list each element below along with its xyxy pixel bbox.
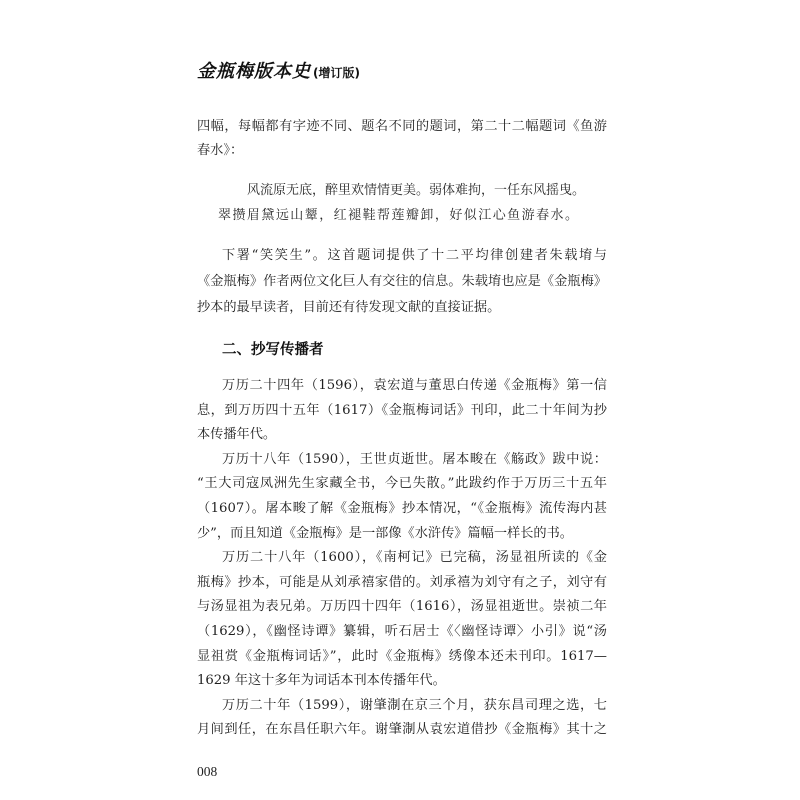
text-line: 万历二十八年（1600），《南柯记》已完稿，汤显祖所读的《金 — [222, 550, 607, 566]
paragraph — [197, 546, 607, 694]
intro-paragraph — [197, 115, 607, 163]
text-line: 《金瓶梅》作者两位文化巨人有交往的信息。朱载堉也应是《金瓶梅》 — [197, 274, 607, 289]
text-line: 春水》： — [197, 143, 244, 158]
page-number: 008 — [197, 764, 218, 779]
text-line: 万历二十四年（1596），袁宏道与董思白传递《金瓶梅》第一信 — [222, 378, 607, 393]
text-line: 万历二十年（1599），谢肇淛在京三个月，获东昌司理之选，七 — [222, 697, 607, 713]
running-header — [197, 60, 360, 84]
paragraph — [197, 374, 607, 448]
poem-line: 风流原无底，醉里欢情情更美。弱体难拘，一任东风摇曳。 — [247, 183, 586, 198]
text-line: 抄本的最早读者，目前还有待发现文献的直接证据。 — [197, 300, 501, 315]
text-line: （1607）。屠本畯了解《金瓶梅》抄本情况，“《金瓶梅》流传海内甚 — [197, 500, 607, 516]
poem-line: 翠攒眉黛远山颦，红褪鞋帮莲瓣卸，好似江心鱼游春水。 — [218, 208, 578, 223]
edition-label: (增订版) — [313, 66, 360, 80]
text-line: 1629 年这十多年为词话本刊本传播年代。 — [197, 673, 446, 689]
text-line: 显祖赏《金瓶梅词话》”，此时《金瓶梅》绣像本还未刊印。1617— — [197, 648, 607, 664]
text-line: 少”，而且知道《金瓶梅》是一部像《水浒传》篇幅一样长的书。 — [197, 525, 573, 541]
paragraph — [197, 694, 607, 743]
text-line: 与汤显祖为表兄弟。万历四十四年（1616），汤显祖逝世。崇祯二年 — [197, 599, 607, 615]
text-line: “王大司寇凤洲先生家藏全书，今已失散。”此跋约作于万历三十五年 — [197, 476, 607, 492]
section-heading: 二、抄写传播者 — [222, 342, 324, 358]
text-line: 月间到任，在东昌任职六年。谢肇淛从袁宏道借抄《金瓶梅》其十之 — [197, 722, 607, 738]
main-text — [197, 374, 607, 743]
book-title: 金瓶梅版本史 — [197, 61, 311, 82]
text-line: 本传播年代。 — [197, 427, 277, 443]
text-line: 四幅，每幅都有字迹不同、题名不同的题词，第二十二幅题词《鱼游 — [197, 119, 607, 134]
commentary-paragraph — [197, 243, 607, 321]
text-line: 下署“笑笑生”。这首题词提供了十二平均律创建者朱载堉与 — [222, 248, 607, 263]
text-line: 万历十八年（1590），王世贞逝世。屠本畯在《觞政》跋中说： — [222, 451, 607, 467]
paragraph — [197, 448, 607, 546]
poem-quote — [218, 178, 586, 228]
text-line: 息，到万历四十五年（1617）《金瓶梅词话》刊印，此二十年间为抄 — [197, 402, 607, 418]
text-line: （1629），《幽怪诗谭》纂辑，听石居士《〈幽怪诗谭〉小引》说“汤 — [197, 623, 607, 639]
text-line: 瓶梅》抄本，可能是从刘承禧家借的。刘承禧为刘守有之子，刘守有 — [197, 574, 607, 590]
